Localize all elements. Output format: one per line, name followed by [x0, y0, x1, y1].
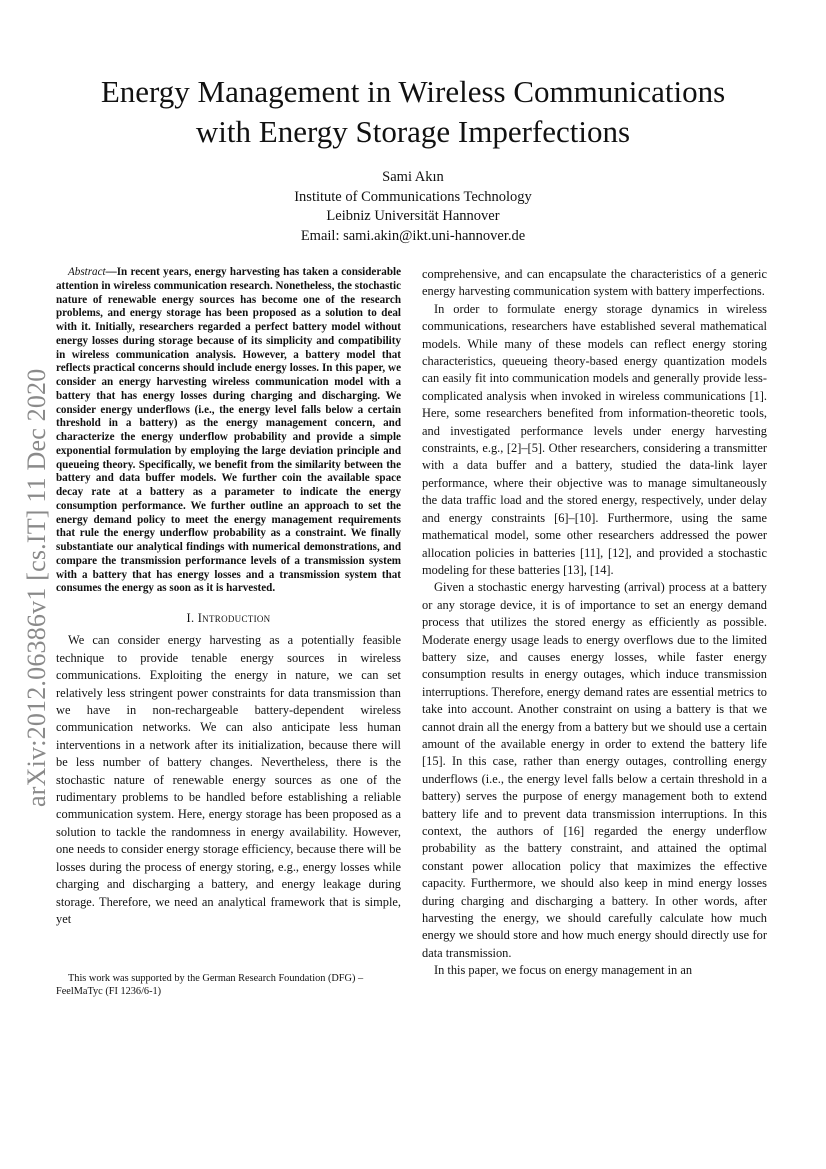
section-heading-introduction	[56, 610, 401, 627]
author-email: Email: sami.akin@ikt.uni-hannover.de	[300, 227, 526, 244]
abstract	[56, 266, 401, 596]
author-name: Sami Akın	[382, 169, 444, 185]
right-paragraph-models: In order to formulate energy storage dynamics in wireless communications, researchers have established several mathematical models. While many of these models can reflect energy storing characteristics, queueing theory-based energy quantization models can easily fit into communication models and generally provide less-complicated analysis when invoked in wireless communications [1]. Here, some researchers benefited from information-theoretic tools, and investigated performance levels under energy harvesting constraints, e.g., [2]–[5]. Other researchers, considering a transmitter with a data buffer and a battery, studied the data-link layer performance, where their objective was to manage simultaneously the data traffic load and the stored energy, respectively, under delay and energy constraints [6]–[10]. Furthermore, using the same mathematical model, some other researchers addressed the power allocation policies in batteries [11], [12], and provided a stochastic modeling for these batteries [13], [14].	[422, 301, 767, 577]
title-line-2: with Energy Storage Imperfections	[195, 114, 631, 149]
paper-title	[40, 72, 786, 152]
abstract-text: —In recent years, energy harvesting has taken a considerable attention in wireless communication research. Nonetheless, the stochastic nature of renewable energy sources has become one of the research problems, and energy storage has been proposed as a solution to deal with it. Initially, researchers regarded a perfect battery model without energy losses during storage because of its simplicity and compatibility in wireless communication analysis. However, a battery model that reflects practical concerns should include energy losses. In this paper, we consider an energy harvesting wireless communication model with a battery that has energy losses during charging and discharging. We consider energy underflows (i.e., the energy level falls below a certain threshold in a battery) as the energy management concern, and characterize the energy underflow probability and provide a simple exponential formulation by employing the large deviation principle and queueing theory. Specifically, we benefit from the similarity between the battery and data buffer models. We further coin the available space decay rate at a battery as a parameter to indicate the energy consumption performance. We further outline an approach to set the energy demand policy to meet the energy management requirements that rule the energy underflow probability as a constraint. We finally substantiate our analytical findings with numerical demonstrations, and compare the transmission performance levels of a transmission system with a battery that has energy losses and a transmission system that consumes the energy as soon as it is harvested.	[56, 266, 401, 595]
section-number: I.	[186, 611, 198, 625]
author-affiliation-university: Leibniz Universität Hannover	[326, 208, 500, 224]
abstract-lead: Abstract	[68, 266, 106, 278]
author-block	[200, 168, 626, 246]
right-column	[422, 266, 767, 980]
author-affiliation-institute: Institute of Communications Technology	[294, 188, 532, 205]
right-paragraph-demand: Given a stochastic energy harvesting (arrival) process at a battery or any storage device, it is of importance to set an energy demand process that utilizes the stored energy as efficiently as possible. Moderate energy usage leads to energy overflows due to the limited battery size, and causes energy losses, while faster energy consumption results in energy outages, which induce transmission interruptions. Therefore, energy demand rates are essential metrics to take into account. Another constraint on using a battery is that we cannot drain all the energy from a battery but we should use a certain amount of the available energy in order to extend the battery life [15]. In this case, rather than energy outages, controlling energy underflows (i.e., the energy level falls below a certain threshold in a battery) serves the purpose of energy management both to extend battery life and to prevent data transmission interruptions. In this context, the authors of [16] regarded the energy underflow probability as the battery constraint, and attained the optimal constant power allocation policy that maximizes the effective capacity. Furthermore, we should also keep in mind energy losses during charging and discharging a battery. In other words, after harvesting the energy, we should carefully calculate how much energy we should store and how much energy should directly use for data transmission.	[422, 580, 767, 960]
left-column	[56, 266, 401, 928]
funding-footnote	[56, 972, 401, 998]
section-title: Introduction	[197, 611, 271, 625]
arxiv-identifier: arXiv:2012.06386v1 [cs.IT] 11 Dec 2020	[22, 368, 51, 807]
right-paragraph-focus: In this paper, we focus on energy management in an	[434, 963, 693, 978]
footnote-text: This work was supported by the German Research Foundation (DFG) – FeelMaTyc (FI 1236/6-1)	[56, 973, 364, 997]
right-paragraph-continuation: comprehensive, and can encapsulate the characteristics of a generic energy harvesting communication system with battery imperfections.	[422, 267, 767, 299]
title-line-1: Energy Management in Wireless Communications	[100, 74, 726, 109]
left-paragraph: We can consider energy harvesting as a potentially feasible technique to provide tenable energy sources in wireless communications. Exploiting the energy in nature, we can set relatively less stringent power constraints for data transmission than we have in non-rechargeable battery-dependent wireless communication networks. We can also anticipate less human interventions in a network after its initialization, because there will be less number of battery changes. Nevertheless, there is the stochastic nature of renewable energy sources as one of the rudimentary problems to be handled before establishing a reliable communication system. Here, energy storage has been proposed as a solution to tackle the randomness in energy availability. However, one needs to consider energy storage efficiency, because there will be losses during the process of energy storing, e.g., energy losses while charging and discharging a battery, and energy leakage during storage. Therefore, we need an analytical framework that is simple, yet	[56, 633, 401, 926]
